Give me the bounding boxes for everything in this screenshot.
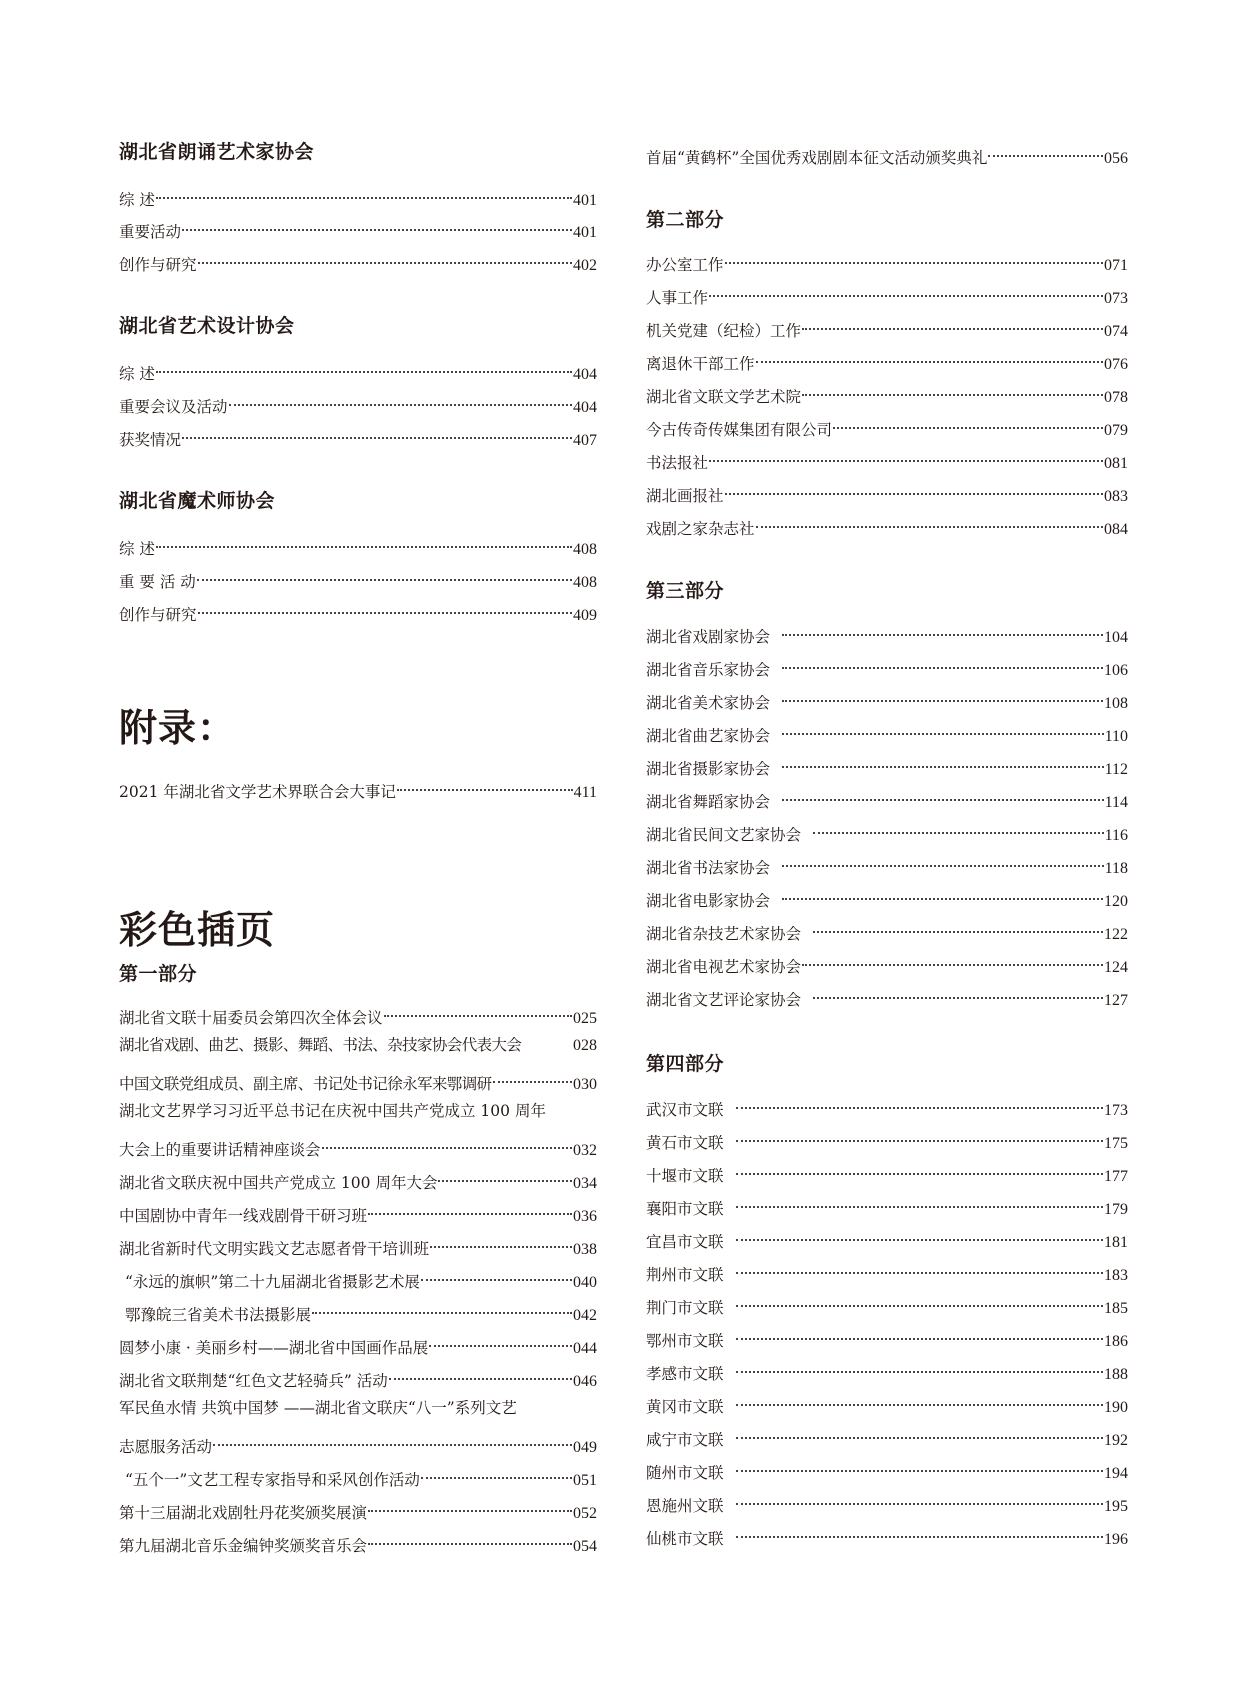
toc-entry-label: 湖北省民间文艺家协会 [646,826,802,844]
toc-entry[interactable] [119,1034,597,1056]
toc-entry[interactable] [646,1093,1128,1119]
toc-entry[interactable] [646,620,1128,646]
toc-entry[interactable] [646,950,1128,976]
toc-entry-page: 196 [1104,1531,1128,1548]
toc-entry-label: 创作与研究 [119,256,197,274]
toc-entry[interactable] [646,1258,1128,1284]
toc-entry[interactable] [646,884,1128,910]
toc-entry[interactable] [646,141,1128,167]
dot-leader [709,446,1103,468]
toc-entry-label: 机关党建（纪检）工作 [646,322,802,340]
toc-entry-page: 127 [1104,992,1128,1009]
toc-entry-page: 411 [573,784,597,801]
toc-entry-page: 054 [573,1538,597,1555]
toc-entry-line[interactable]: 军民鱼水情 共筑中国梦 ——湖北省文联庆“八一”系列文艺 [119,1399,517,1417]
toc-entry-label: 大会上的重要讲话精神座谈会 [119,1141,321,1159]
dot-leader [988,141,1103,163]
toc-entry-label: 人事工作 [646,289,709,307]
toc-entry-page: 051 [573,1472,597,1489]
dot-leader [430,1232,572,1254]
toc-entry-label: 中国剧协中青年一线戏剧骨干研习班 [119,1207,368,1225]
dot-leader [782,752,1104,774]
toc-entry-page: 025 [573,1010,597,1027]
toc-entry-label: 综 述 [119,540,155,558]
toc-entry-label: 重要会议及活动 [119,398,228,416]
toc-entry-page: 407 [573,432,597,449]
toc-entry[interactable] [646,851,1128,877]
toc-entry-label: 鄂豫皖三省美术书法摄影展 [125,1306,312,1324]
dot-leader [736,1159,1103,1181]
toc-entry-label: “永远的旗帜”第二十九届湖北省摄影艺术展 [125,1273,420,1291]
toc-entry-page: 104 [1104,629,1128,646]
toc-entry-page: 186 [1104,1333,1128,1350]
toc-entry-page: 401 [573,224,597,241]
toc-entry-label: 荆州市文联 [646,1266,724,1284]
dot-leader [782,719,1104,741]
toc-entry-label: 今古传奇传媒集团有限公司 [646,421,833,439]
toc-entry-label: 戏剧之家杂志社 [646,520,755,538]
toc-entry-page: 188 [1104,1366,1128,1383]
dot-leader [182,215,572,237]
dot-leader [736,1324,1103,1346]
toc-entry-label: 离退休干部工作 [646,355,755,373]
toc-entry-page: 040 [573,1274,597,1291]
dot-leader [156,183,572,205]
toc-entry-label: 湖北省电视艺术家协会 [646,958,802,976]
dot-leader [156,357,572,379]
toc-entry-label: 湖北省曲艺家协会 [646,727,771,745]
dot-leader [736,1390,1103,1412]
toc-entry-label: 黄石市文联 [646,1134,724,1152]
dot-leader [368,1496,572,1518]
toc-entry-page: 177 [1104,1168,1128,1185]
toc-entry-page: 183 [1104,1267,1128,1284]
toc-entry-label: 综 述 [119,191,155,209]
dot-leader [813,818,1104,840]
toc-entry[interactable] [646,818,1128,844]
toc-entry[interactable] [646,785,1128,811]
dot-leader [421,1463,572,1485]
dot-leader [493,1067,572,1089]
toc-entry-page: 118 [1104,860,1128,877]
toc-entry[interactable] [646,719,1128,745]
toc-entry-page: 124 [1104,959,1128,976]
toc-entry-label: 湖北省美术家协会 [646,694,771,712]
dot-leader [709,281,1103,303]
toc-entry-page: 046 [573,1373,597,1390]
toc-entry[interactable] [646,1489,1128,1515]
appendix-title: 附录： [119,706,237,750]
toc-entry-label: 综 述 [119,365,155,383]
toc-entry[interactable] [119,1364,597,1390]
dot-leader [736,1357,1103,1379]
toc-entry[interactable] [646,512,1128,538]
toc-entry-label: 创作与研究 [119,606,197,624]
toc-entry-label: 荆门市文联 [646,1299,724,1317]
toc-entry[interactable] [646,1291,1128,1317]
toc-entry-label: 湖北省文艺评论家协会 [646,991,802,1009]
toc-entry-label: 湖北省新时代文明实践文艺志愿者骨干培训班 [119,1240,430,1258]
toc-entry-page: 044 [573,1340,597,1357]
part-title: 第三部分 [646,580,725,602]
dot-leader [182,423,572,445]
toc-entry[interactable] [646,1126,1128,1152]
toc-entry[interactable] [646,479,1128,505]
toc-entry-page: 401 [573,192,597,209]
toc-entry[interactable] [119,183,597,209]
toc-entry-label: 获奖情况 [119,431,182,449]
dot-leader [389,1364,572,1386]
part-title: 第二部分 [646,209,725,231]
toc-entry-label: 湖北省音乐家协会 [646,661,771,679]
toc-entry-page: 192 [1104,1432,1128,1449]
toc-entry[interactable] [646,752,1128,778]
toc-entry-page: 052 [573,1505,597,1522]
toc-entry-page: 030 [573,1076,597,1093]
section-title: 湖北省魔术师协会 [119,490,276,512]
toc-entry-page: 190 [1104,1399,1128,1416]
toc-entry-label: 恩施州文联 [646,1497,724,1515]
toc-entry-label: 湖北省文联十届委员会第四次全体会议 [119,1009,383,1027]
toc-entry-label: 办公室工作 [646,256,724,274]
toc-entry-label: 湖北省文联文学艺术院 [646,388,802,406]
toc-entry[interactable] [646,653,1128,679]
dot-leader [782,620,1103,642]
dot-leader [782,785,1104,807]
toc-entry[interactable] [646,983,1128,1009]
toc-entry-label: 黄冈市文联 [646,1398,724,1416]
toc-entry[interactable] [119,1001,597,1027]
dot-leader [802,380,1103,402]
toc-entry-label: 湖北省文联荆楚“红色文艺轻骑兵” 活动 [119,1372,388,1390]
dot-leader [782,653,1103,675]
toc-entry[interactable] [646,380,1128,406]
dot-leader [782,851,1104,873]
toc-entry-line[interactable]: 湖北文艺界学习习近平总书记在庆祝中国共产党成立 100 周年 [119,1102,546,1120]
dot-leader [429,1331,572,1353]
toc-entry[interactable] [119,1331,597,1357]
dot-leader [736,1258,1103,1280]
toc-entry-page: 034 [573,1175,597,1192]
toc-entry-page: 116 [1104,827,1128,844]
dot-leader [368,1199,572,1221]
toc-entry-page: 084 [1104,521,1128,538]
toc-entry-label: 湖北省杂技艺术家协会 [646,925,802,943]
toc-entry-page: 081 [1104,455,1128,472]
toc-entry[interactable] [646,1225,1128,1251]
toc-entry-page: 179 [1104,1201,1128,1218]
dot-leader [368,1529,572,1551]
dot-leader [736,1423,1103,1445]
toc-entry-page: 173 [1104,1102,1128,1119]
dot-leader [813,917,1103,939]
toc-entry-page: 042 [573,1307,597,1324]
toc-entry[interactable] [119,1463,597,1489]
toc-entry-page: 175 [1104,1135,1128,1152]
dot-leader [421,1265,572,1287]
toc-entry[interactable] [646,281,1128,307]
toc-entry-label: 中国文联党组成员、副主席、书记处书记徐永军来鄂调研 [119,1075,492,1093]
dot-leader [782,884,1103,906]
toc-entry[interactable] [119,1133,597,1159]
dot-leader [438,1166,572,1188]
dot-leader [312,1298,572,1320]
dot-leader [229,390,572,412]
dot-leader [802,314,1103,336]
dot-leader [736,1192,1103,1214]
toc-entry[interactable] [646,1456,1128,1482]
toc-entry-label: 重要活动 [119,223,182,241]
toc-entry-page: 122 [1104,926,1128,943]
toc-entry-label: 湖北省舞蹈家协会 [646,793,771,811]
toc-entry-page: 110 [1104,728,1128,745]
toc-entry[interactable] [119,1067,597,1093]
dot-leader [833,413,1103,435]
dot-leader [156,532,572,554]
toc-entry[interactable] [646,1192,1128,1218]
toc-entry-label: 湖北省文联庆祝中国共产党成立 100 周年大会 [119,1174,438,1192]
toc-entry-page: 032 [573,1142,597,1159]
toc-entry-label: 鄂州市文联 [646,1332,724,1350]
toc-entry[interactable] [646,347,1128,373]
toc-entry-page: 114 [1104,794,1128,811]
toc-entry-label: 圆梦小康 · 美丽乡村——湖北省中国画作品展 [119,1339,429,1357]
toc-entry-label: 书法报社 [646,454,709,472]
dot-leader [736,1126,1103,1148]
toc-entry[interactable] [119,1166,597,1192]
toc-entry[interactable] [119,390,597,416]
toc-entry-label: 襄阳市文联 [646,1200,724,1218]
toc-entry[interactable] [119,532,597,558]
dot-leader [736,1093,1103,1115]
toc-entry-label: “五个一”文艺工程专家指导和采风创作活动 [125,1471,420,1489]
toc-entry[interactable] [646,686,1128,712]
toc-entry-page: 083 [1104,488,1128,505]
dot-leader [198,248,572,270]
toc-entry-label: 随州市文联 [646,1464,724,1482]
section-title: 湖北省艺术设计协会 [119,315,295,337]
dot-leader [384,1001,572,1023]
toc-entry-page: 074 [1104,323,1128,340]
dot-leader [198,598,572,620]
toc-entry[interactable] [119,1232,597,1258]
toc-entry-page: 181 [1104,1234,1128,1251]
toc-entry[interactable] [646,1357,1128,1383]
toc-entry-label: 第九届湖北音乐金编钟奖颁奖音乐会 [119,1537,368,1555]
toc-entry-page: 078 [1104,389,1128,406]
toc-entry[interactable] [119,1199,597,1225]
toc-entry-label: 湖北画报社 [646,487,724,505]
toc-entry[interactable] [119,1529,597,1555]
toc-entry-page: 120 [1104,893,1128,910]
toc-entry-page: 108 [1104,695,1128,712]
toc-entry-page: 049 [573,1439,597,1456]
toc-entry-page: 076 [1104,356,1128,373]
dot-leader [736,1225,1103,1247]
toc-entry-label: 湖北省摄影家协会 [646,760,771,778]
toc-entry-page: 073 [1104,290,1128,307]
toc-entry[interactable] [646,1423,1128,1449]
toc-entry[interactable] [119,1298,597,1324]
toc-entry-label: 湖北省电影家协会 [646,892,771,910]
toc-entry-label: 湖北省戏剧、曲艺、摄影、舞蹈、书法、杂技家协会代表大会 [119,1036,522,1054]
color-plates-title: 彩色插页 [119,908,276,952]
toc-entry-page: 079 [1104,422,1128,439]
dot-leader [756,347,1103,369]
toc-entry[interactable] [646,1324,1128,1350]
toc-entry-page: 106 [1104,662,1128,679]
toc-entry-label: 宜昌市文联 [646,1233,724,1251]
section-title: 湖北省朗诵艺术家协会 [119,141,315,163]
dot-leader [397,775,573,797]
toc-entry[interactable] [119,248,597,274]
dot-leader [756,512,1103,534]
toc-entry-page: 404 [573,366,597,383]
toc-entry-label: 2021 年湖北省文学艺术界联合会大事记 [119,783,396,801]
toc-entry[interactable] [646,314,1128,340]
toc-entry-label: 湖北省戏剧家协会 [646,628,771,646]
dot-leader [197,565,572,587]
toc-entry-page: 408 [573,574,597,591]
toc-entry[interactable] [119,1430,597,1456]
toc-entry[interactable] [119,775,597,801]
toc-entry[interactable] [119,598,597,624]
dot-leader [725,479,1103,501]
dot-leader [736,1291,1103,1313]
toc-entry[interactable] [119,565,597,591]
dot-leader [736,1456,1103,1478]
dot-leader [802,950,1103,972]
toc-entry[interactable] [646,413,1128,439]
toc-entry-label: 仙桃市文联 [646,1530,724,1548]
toc-entry[interactable] [646,1522,1128,1548]
toc-entry-page: 038 [573,1241,597,1258]
part-title: 第四部分 [646,1053,725,1075]
toc-entry-page: 402 [573,257,597,274]
dot-leader [322,1133,572,1155]
toc-entry[interactable] [119,357,597,383]
toc-entry-page: 194 [1104,1465,1128,1482]
part-title: 第一部分 [119,963,198,985]
dot-leader [782,686,1103,708]
dot-leader [213,1430,572,1452]
toc-entry-label: 湖北省书法家协会 [646,859,771,877]
toc-entry-page: 408 [573,541,597,558]
toc-entry-page: 036 [573,1208,597,1225]
toc-entry-label: 首届“黄鹤杯”全国优秀戏剧剧本征文活动颁奖典礼 [646,149,988,167]
toc-entry-page: 409 [573,607,597,624]
toc-entry[interactable] [646,1390,1128,1416]
toc-entry-label: 孝感市文联 [646,1365,724,1383]
toc-entry-label: 志愿服务活动 [119,1438,213,1456]
dot-leader [813,983,1103,1005]
dot-leader [736,1489,1103,1511]
dot-leader [736,1522,1103,1544]
toc-entry[interactable] [646,248,1128,274]
toc-entry-page: 071 [1104,257,1128,274]
toc-entry-label: 咸宁市文联 [646,1431,724,1449]
dot-leader [725,248,1103,270]
toc-entry-page: 185 [1104,1300,1128,1317]
toc-entry-label: 武汉市文联 [646,1101,724,1119]
toc-entry[interactable] [646,1159,1128,1185]
toc-entry[interactable] [119,215,597,241]
toc-entry-label: 第十三届湖北戏剧牡丹花奖颁奖展演 [119,1504,368,1522]
toc-entry[interactable] [119,1265,597,1291]
toc-entry-page: 028 [573,1037,597,1054]
toc-entry-page: 056 [1104,150,1128,167]
toc-entry[interactable] [119,1496,597,1522]
toc-entry-label: 十堰市文联 [646,1167,724,1185]
toc-entry[interactable] [119,423,597,449]
toc-entry-page: 195 [1104,1498,1128,1515]
toc-entry[interactable] [646,917,1128,943]
toc-entry-page: 112 [1104,761,1128,778]
toc-entry-label: 重 要 活 动 [119,573,196,591]
toc-entry[interactable] [646,446,1128,472]
toc-entry-page: 404 [573,399,597,416]
